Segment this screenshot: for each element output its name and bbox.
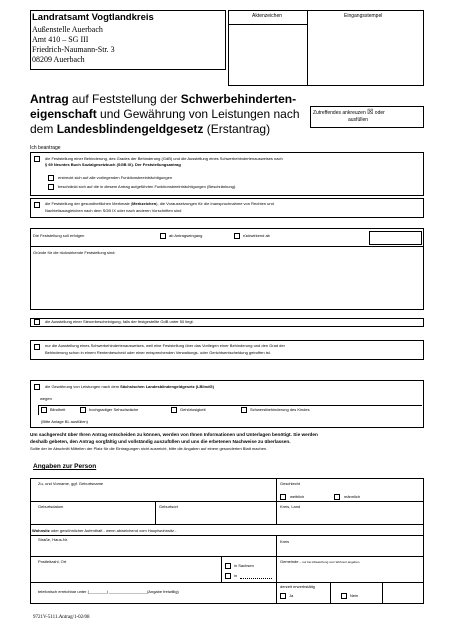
title-bold: Schwerbehinderten- (180, 92, 297, 106)
title-bold: eigenschaft (30, 107, 97, 121)
crossed-box-icon: ☒ (367, 109, 374, 116)
person-row-divider (30, 501, 424, 502)
person-row-divider (30, 582, 424, 583)
section5-text1: nur die Ausstellung eines Schwerbehindertenausweises, weil eine Feststellung über das Vorliegen einer Behinderung und den Grad der (45, 343, 285, 348)
person-row-divider (30, 524, 424, 525)
name-field[interactable] (31, 488, 275, 500)
geburtsdatum-label: Geburtsdatum (38, 504, 64, 509)
section2-text: die Feststellung der gesundheitlichen Merkmale ( (45, 201, 133, 206)
gemeinde-label (280, 559, 359, 565)
feststellung-checkbox[interactable] (34, 156, 40, 162)
section5-text2: Behinderung schon in einem Rentenbescheid oder einer entsprechenden Verwaltungs- oder Gerichtsentscheidung getroffen ist. (45, 350, 271, 355)
title-text: und Gewährung von Leistungen nach (96, 107, 300, 121)
alle-beeintraechtigungen-checkbox[interactable] (48, 175, 54, 181)
in-other-label: in (234, 573, 238, 578)
lblindg-checkbox[interactable] (34, 384, 40, 390)
anlage-bl-label: (Bitte Anlage BL ausfüllen) (41, 419, 88, 424)
erwerb-ja-checkbox[interactable] (280, 593, 286, 599)
name-label: Zu- und Vorname, ggf. Geburtsname (38, 481, 104, 486)
person-row-divider (30, 556, 424, 557)
aktenzeichen-divider (228, 24, 307, 25)
kreis-label: Kreis (280, 539, 290, 544)
authority-line: 08209 Auerbach (32, 55, 85, 64)
sehschwaeche-label: hochgradiger Sehschwäche (89, 407, 139, 412)
hint-line1 (313, 110, 385, 116)
kreis-land-label: Kreis, Land (280, 504, 301, 509)
person-col-divider (221, 556, 222, 582)
gruende-label: Gründe für die rückwirkende Feststellung sind: (33, 250, 116, 255)
ab-antragseingang-label: ab Antragseingang (169, 233, 203, 238)
kreis-land-field[interactable] (277, 510, 423, 523)
weiblich-checkbox[interactable] (280, 494, 286, 500)
authority-line: Außenstelle Auerbach (32, 25, 103, 34)
erwerb-nein-checkbox[interactable] (341, 593, 347, 599)
title-bold: Landesblindengeldgesetz (56, 122, 204, 136)
schwerstbehinderung-label: Schwerstbehinderung des Kindes (250, 407, 310, 412)
in-sachsen-label: in Sachsen (234, 563, 254, 568)
strasse-label: Straße, Haus-Nr. (38, 537, 69, 542)
person-col-divider (382, 582, 383, 604)
title-antrag: Antrag (30, 92, 69, 106)
notice-line1: Um sachgerecht über Ihren Antrag entscheiden zu können, werden von Ihnen Informationen und Unterlagen benötigt. Sie werden (30, 432, 318, 437)
gemeinde-text: Gemeinde (280, 559, 299, 564)
zeitpunkt-divider (30, 246, 424, 247)
wohnsitz-label (32, 528, 176, 533)
section6-lead: die Gewährung von Leistungen nach dem (45, 384, 121, 389)
lblindg-law: Sächsischen Landesblindengeldgesetz (LBlindG) (120, 384, 214, 389)
section6-text (45, 384, 214, 389)
person-col-divider (330, 582, 331, 604)
section1-text2: § 69 Neuntes Buch Sozialgesetzbuch (SGB IX). Der Feststellungsantrag (45, 162, 181, 167)
geburtsdatum-field[interactable] (31, 510, 154, 523)
section2-text1 (45, 201, 274, 206)
blindheit-checkbox[interactable] (41, 407, 47, 413)
nur-ausweis-checkbox[interactable] (34, 344, 40, 350)
title-text: auf Feststellung der (68, 92, 181, 106)
rueckwirkend-date-field[interactable] (369, 231, 422, 245)
section1-opt1: erstreckt sich auf alle vorliegenden Funktionsbeeinträchtigungen (58, 175, 173, 180)
reference-divider (307, 10, 308, 86)
person-heading: Angaben zur Person (33, 463, 97, 470)
geburtsort-field[interactable] (156, 510, 275, 523)
erwerb-nein-label: Nein (350, 593, 359, 598)
form-title-line1 (30, 92, 296, 106)
notice-line3: Sollte der im Abschnitt Mitteilen der Platz für die Eintragungen nicht ausreicht, bitte die Angaben auf einem gesonderten Blatt machen. (30, 446, 268, 451)
in-other-field[interactable] (240, 578, 272, 579)
notice-line2: deshalb gebeten, den Antrag sorgfältig und vollständig auszufüllen und uns die erbetenen Nachweise zu überlassen. (30, 439, 291, 444)
reference-box (228, 10, 424, 86)
geburtsort-label: Geburtsort (159, 504, 178, 509)
section2-text: ), die Voraussetzungen für die Inanspruchnahme von Rechten und (156, 201, 274, 206)
weiblich-label: weiblich (290, 494, 305, 499)
in-other-checkbox[interactable] (225, 573, 231, 579)
hint-line2: ausfüllen (348, 117, 369, 123)
ab-antragseingang-checkbox[interactable] (160, 233, 166, 239)
section4-text: die Ausstellung einer Steuerbescheinigung, falls der festgestellte GdB unter 50 liegt. (45, 319, 194, 324)
gruende-field[interactable] (31, 256, 423, 309)
wohnsitz-bold: Wohnsitz (32, 528, 50, 533)
strasse-field[interactable] (31, 543, 275, 555)
blindheit-label: Blindheit (50, 407, 66, 412)
sehschwaeche-checkbox[interactable] (80, 407, 86, 413)
aktenzeichen-label: Aktenzeichen (252, 13, 283, 19)
authority-line: Amt 410 – SG III (32, 35, 89, 44)
ich-beantrage: Ich beantrage (30, 145, 61, 151)
wohnsitz-text: oder gewöhnlicher Aufenthalt - wenn abweichend vom Hauptwohnsitz - (49, 528, 177, 533)
gehoerlosigkeit-label: Gehörlosigkeit (180, 407, 206, 412)
hint-oder: oder (374, 110, 385, 116)
in-sachsen-checkbox[interactable] (225, 563, 231, 569)
erwerb-label: derzeit erwerbstätig (280, 584, 315, 589)
form-title-line2 (30, 107, 300, 121)
merkzeichen-checkbox[interactable] (34, 202, 40, 208)
person-row-divider (30, 535, 424, 536)
gehoerlosigkeit-checkbox[interactable] (171, 407, 177, 413)
gemeinde-field[interactable] (277, 566, 423, 581)
title-text: (Erstantrag) (203, 122, 271, 136)
wegen-label: wegen (40, 396, 52, 401)
rueckwirkend-checkbox[interactable] (234, 233, 240, 239)
erwerb-ja-label: Ja (289, 593, 294, 598)
section2-text2: Nachteilsausgleichen nach dem SGB IX oder nach anderen Vorschriften sind (45, 208, 182, 213)
section1-text1: die Feststellung einer Behinderung, des Grades der Behinderung (GdB) und die Ausstellung eines Schwerbehindertenausweises nach (45, 156, 283, 161)
merkzeichen-label: Merkzeichen (132, 201, 157, 206)
title-text: dem (30, 122, 57, 136)
maennlich-checkbox[interactable] (334, 494, 340, 500)
form-number: 9721V-5111.Antrag/1-02/08 (33, 615, 90, 620)
plz-ort-field[interactable] (31, 565, 220, 581)
hint-text: Zutreffendes ankreuzen (313, 110, 366, 116)
steuerbescheinigung-checkbox[interactable] (34, 319, 40, 325)
rueckwirkend-label: rückwirkend ab (243, 233, 270, 238)
authority-line: Friedrich-Naumann-Str. 3 (32, 45, 115, 54)
section1-opt2: beschränkt sich auf die in diesem Antrag aufgeführten Funktionsbeeinträchtigungen (Beschränkung). (58, 184, 237, 189)
zeitpunkt-label: Die Feststellung soll erfolgen (33, 233, 85, 238)
gemeinde-note: – nur bei Abweichung vom Wohnort angeben (299, 560, 360, 564)
eingangsstempel-label: Eingangsstempel (344, 13, 383, 19)
schwerstbehinderung-checkbox[interactable] (241, 407, 247, 413)
maennlich-label: männlich (344, 494, 361, 499)
plz-ort-label: Postleitzahl, Ort (38, 559, 67, 564)
geschlecht-label: Geschlecht (280, 481, 301, 486)
telefon-label: telefonisch erreichbar unter (________) _________________(Angabe freiwillig) (38, 589, 179, 594)
authority-name: Landratsamt Vogtlandkreis (32, 12, 154, 23)
kreis-field[interactable] (277, 545, 423, 555)
form-title-line3 (30, 122, 270, 136)
beschraenkung-checkbox[interactable] (48, 184, 54, 190)
